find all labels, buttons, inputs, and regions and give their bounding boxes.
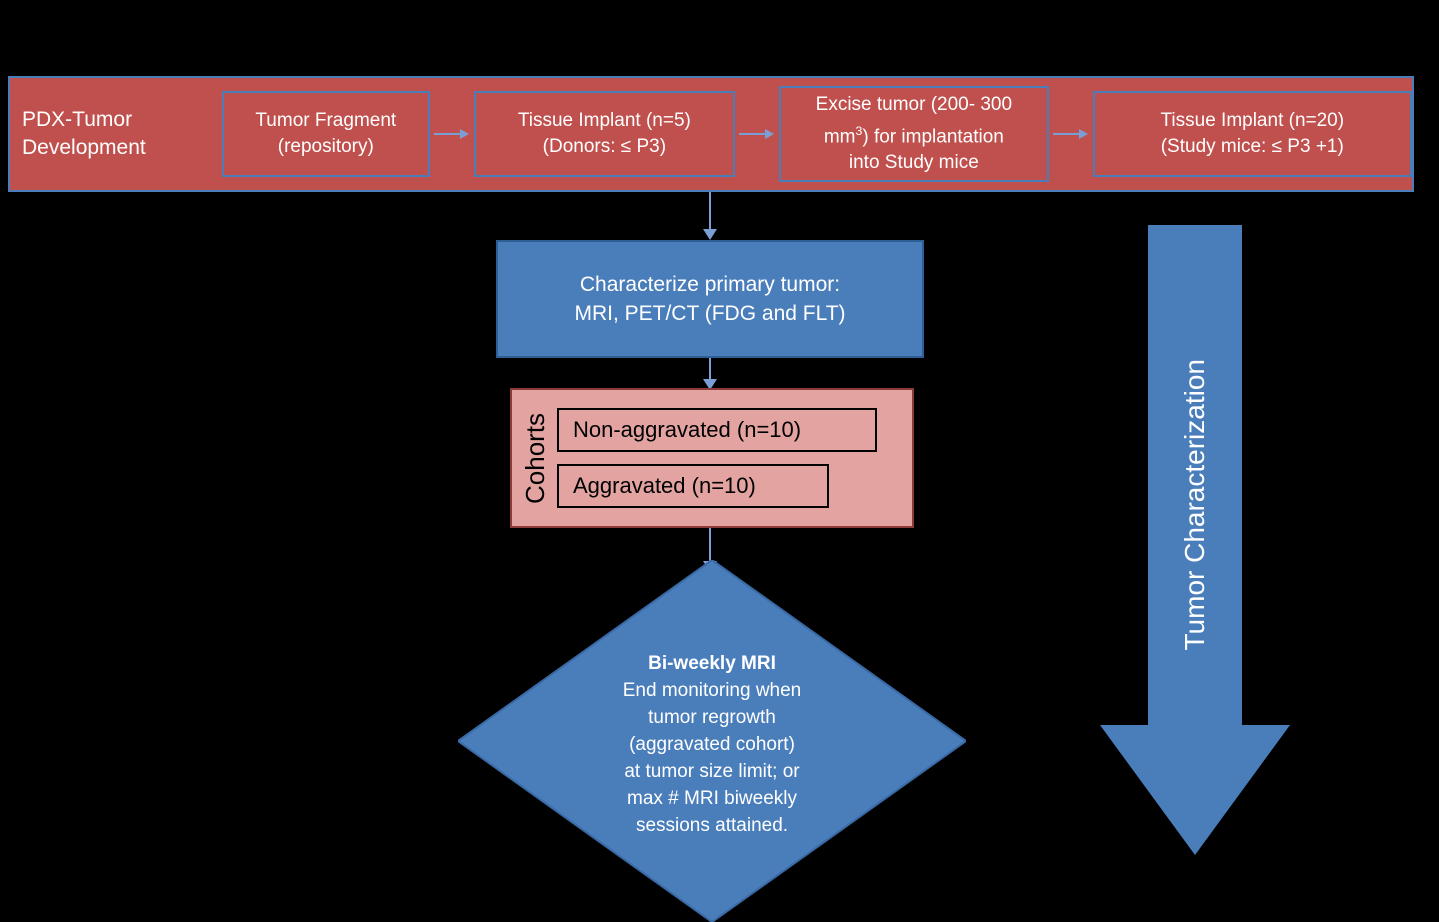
pdx-band-label: PDX-Tumor Development	[22, 108, 146, 159]
characterize-primary-tumor-box	[496, 240, 924, 358]
decision-text	[458, 560, 966, 922]
characterize-line1: Characterize primary tumor:	[579, 273, 841, 296]
tumor-characterization-arrow	[1100, 225, 1290, 855]
step-tissue-implant-study-mice	[1093, 91, 1412, 177]
step-tissue-implant-donors-line2: (Donors: ≤ P3)	[542, 136, 667, 157]
step-tumor-fragment-line1: Tumor Fragment	[255, 110, 397, 131]
decision-line-5: max # MRI biweekly	[627, 787, 797, 809]
step-excise-tumor-superscript: 3	[855, 123, 863, 138]
step-tissue-implant-study-line1: Tissue Implant (n=20)	[1160, 110, 1345, 131]
step-excise-tumor-line2: $mm^3$) for implantation	[823, 123, 1004, 148]
step-tumor-fragment	[222, 91, 430, 177]
decision-line-6: sessions attained.	[635, 814, 789, 836]
step-tumor-fragment-line2: (repository)	[277, 136, 374, 157]
decision-line-4: at tumor size limit; or	[624, 760, 800, 782]
arrow-down-icon	[703, 358, 717, 390]
decision-line-2: tumor regrowth	[648, 706, 776, 728]
step-excise-tumor-line1: Excise tumor (200- 300	[815, 93, 1013, 115]
decision-line-3: (aggravated cohort)	[629, 733, 795, 755]
decision-line-1: End monitoring when	[622, 679, 802, 701]
arrow-down-icon	[703, 192, 717, 240]
cohorts-label: Cohorts	[520, 412, 550, 504]
decision-diamond	[458, 560, 966, 922]
arrow-right-icon	[430, 128, 474, 140]
step-excise-tumor	[779, 86, 1048, 182]
step-excise-tumor-line3: into Study mice	[848, 152, 979, 174]
cohort-aggravated: Aggravated (n=10)	[557, 464, 829, 508]
tumor-characterization-label: Tumor Characterization	[1179, 359, 1210, 651]
cohort-non-aggravated: Non-aggravated (n=10)	[557, 408, 877, 452]
decision-heading: Bi-weekly MRI	[648, 652, 776, 674]
cohorts-group	[510, 388, 914, 528]
step-tissue-implant-study-line2: (Study mice: ≤ P3 +1)	[1160, 136, 1344, 157]
pdx-tumor-development-band	[8, 76, 1414, 192]
step-tissue-implant-donors	[474, 91, 736, 177]
arrow-right-icon	[1049, 128, 1093, 140]
characterize-line2: MRI, PET/CT (FDG and FLT)	[574, 302, 846, 325]
step-tissue-implant-donors-line1: Tissue Implant (n=5)	[517, 110, 691, 131]
arrow-right-icon	[735, 128, 779, 140]
